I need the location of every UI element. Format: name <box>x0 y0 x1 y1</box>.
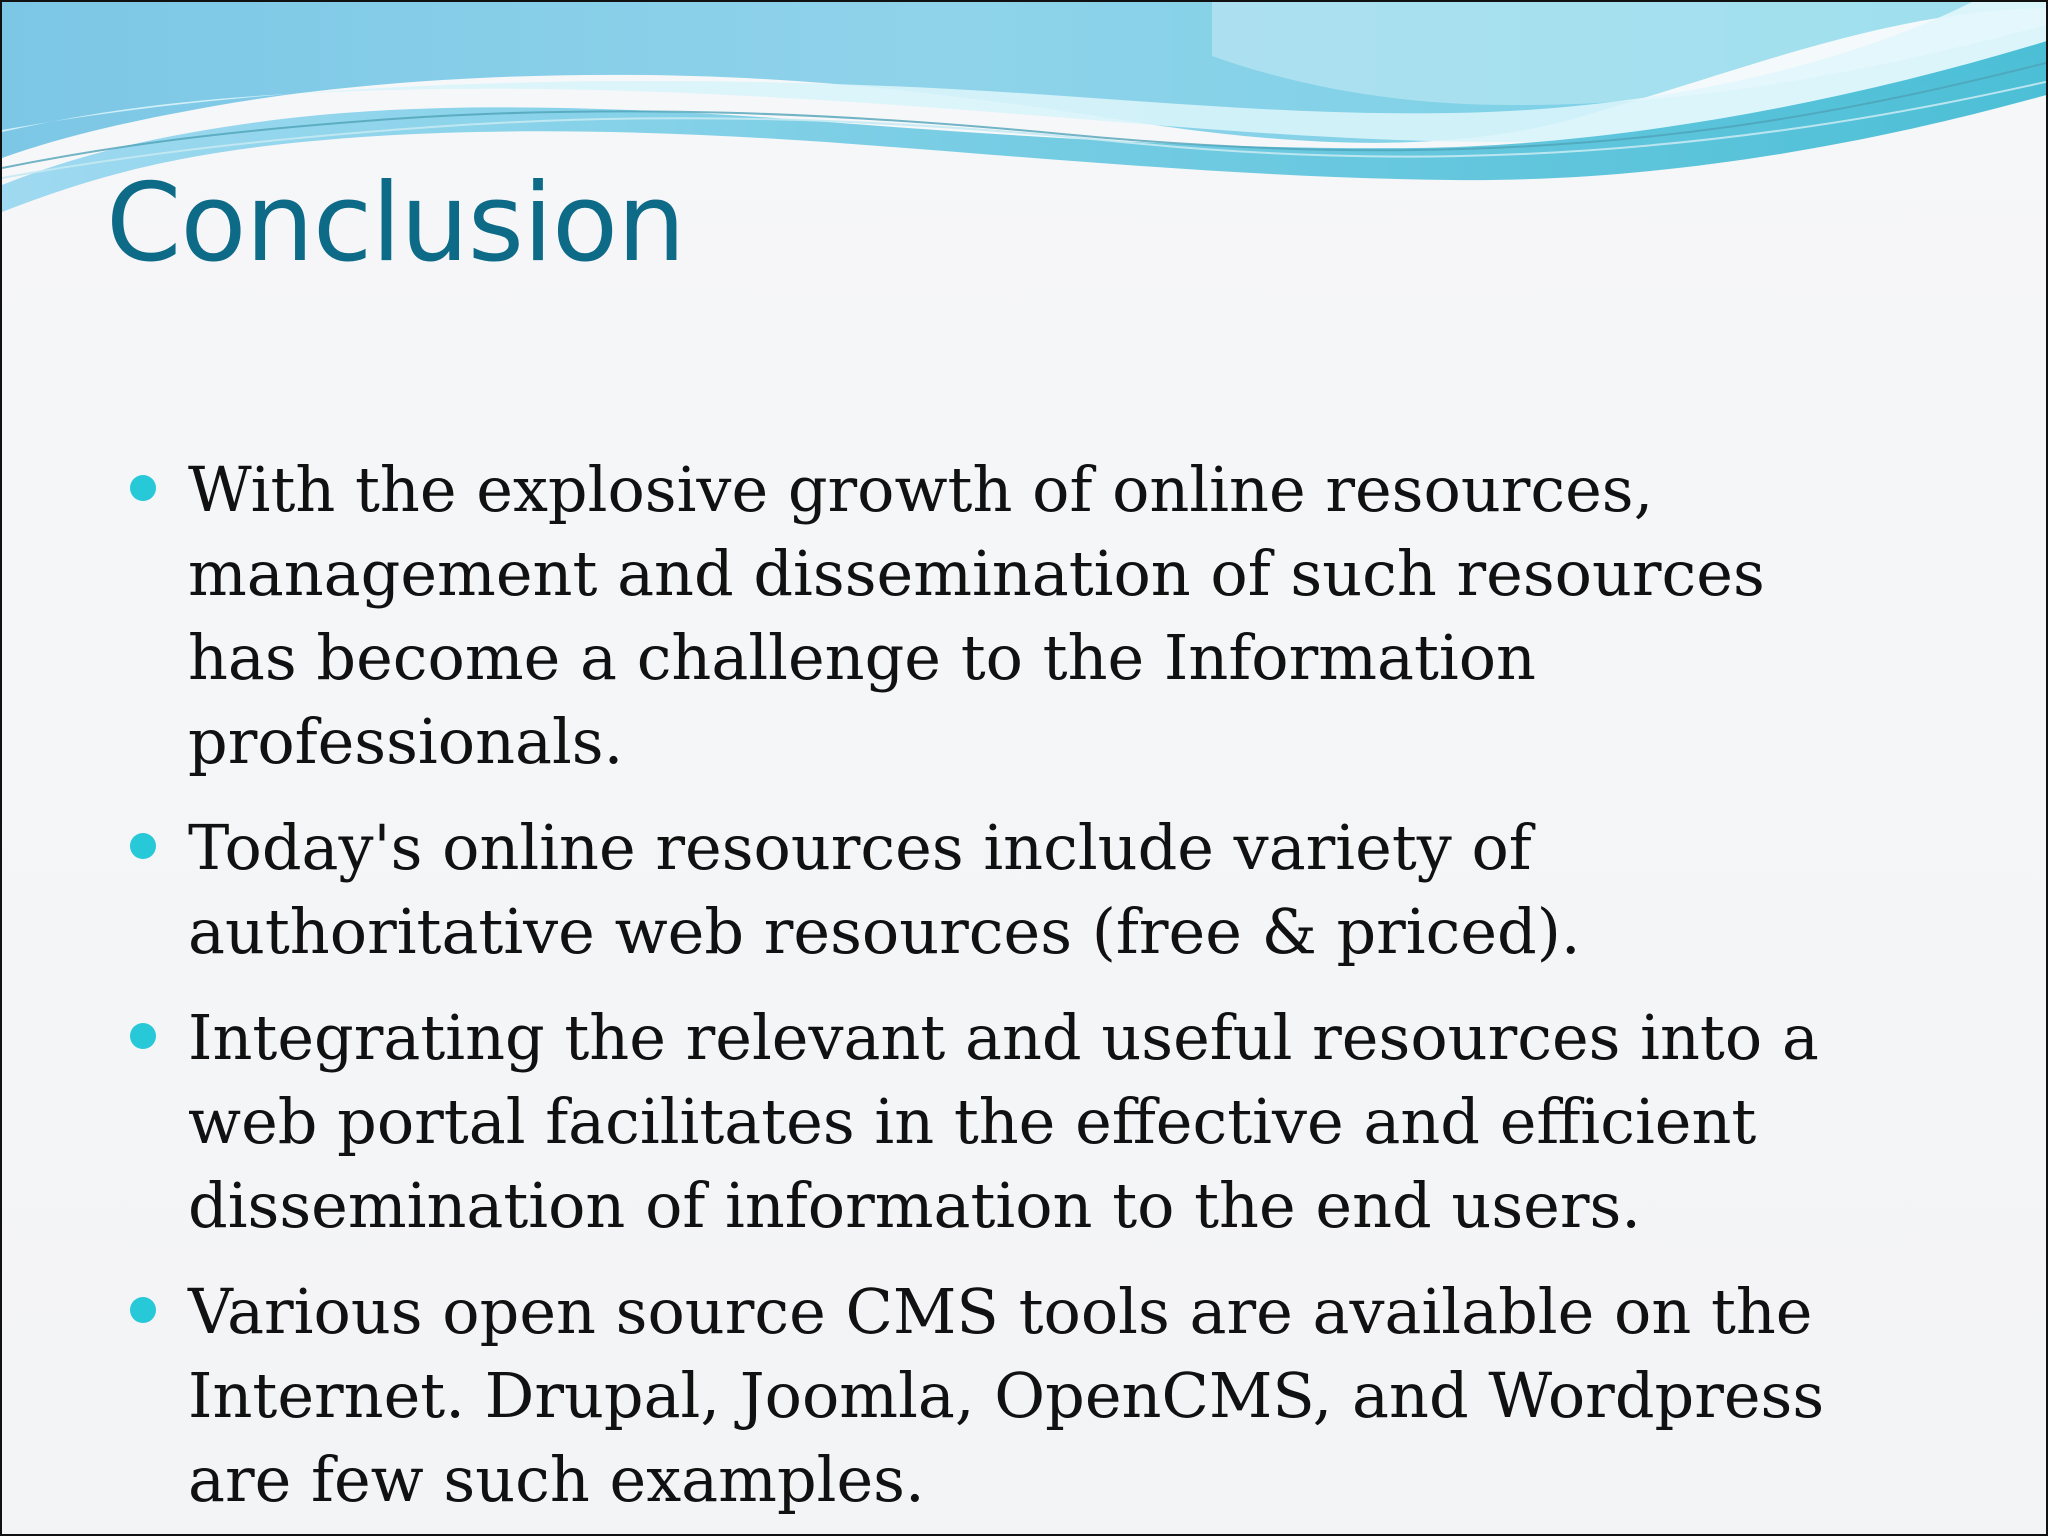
bullet-dot-icon <box>130 1023 156 1049</box>
slide-title: Conclusion <box>106 161 685 286</box>
bullet-item <box>130 448 1890 784</box>
bullet-dot-icon <box>130 1297 156 1323</box>
bullet-item <box>130 806 1890 974</box>
bullet-text: Integrating the relevant and useful resources into a web portal facilitates in the effective and efficient dissemination of information to the end users. <box>188 1001 1819 1242</box>
bullet-text: Various open source CMS tools are available on the Internet. Drupal, Joomla, OpenCMS, and Wordpress are few such examples. <box>188 1275 1825 1516</box>
bullet-dot-icon <box>130 475 156 501</box>
bullet-list <box>130 448 1890 1536</box>
bullet-item <box>130 996 1890 1248</box>
bullet-text: Today's online resources include variety of authoritative web resources (free & priced). <box>188 811 1581 968</box>
bullet-text: With the explosive growth of online resources, management and dissemination of such resources has become a challenge to the Information professionals. <box>188 453 1765 778</box>
bullet-dot-icon <box>130 833 156 859</box>
bullet-item <box>130 1270 1890 1522</box>
